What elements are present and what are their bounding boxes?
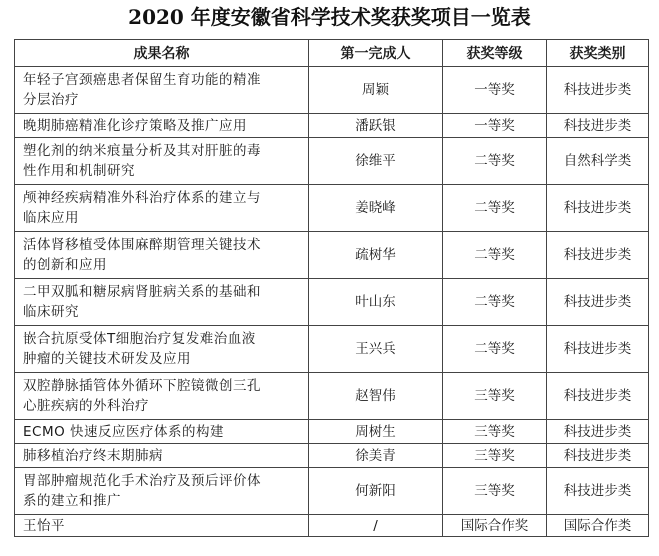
cell-award-level: 三等奖 xyxy=(443,373,547,420)
cell-achievement-name xyxy=(15,138,309,185)
cell-award-category: 科技进步类 xyxy=(547,114,649,138)
name-line: 颅神经疾病精准外科治疗体系的建立与 xyxy=(23,190,261,206)
cell-first-person: / xyxy=(309,515,443,537)
table-row xyxy=(15,444,649,468)
table-header-row xyxy=(15,40,649,67)
cell-achievement-name xyxy=(15,444,309,468)
cell-achievement-name xyxy=(15,420,309,444)
cell-achievement-name xyxy=(15,279,309,326)
cell-award-category: 科技进步类 xyxy=(547,326,649,373)
cell-award-category: 科技进步类 xyxy=(547,185,649,232)
name-line: ECMO 快速反应医疗体系的构建 xyxy=(23,423,225,440)
cell-award-category: 科技进步类 xyxy=(547,67,649,114)
name-line: 年轻子宫颈癌患者保留生育功能的精准 xyxy=(23,72,261,88)
cell-award-category: 科技进步类 xyxy=(547,279,649,326)
cell-first-person: 徐维平 xyxy=(309,138,443,185)
cell-award-category: 科技进步类 xyxy=(547,373,649,420)
cell-achievement-name xyxy=(15,185,309,232)
cell-award-level: 二等奖 xyxy=(443,138,547,185)
cell-first-person: 周树生 xyxy=(309,420,443,444)
name-line: 性作用和机制研究 xyxy=(23,163,135,179)
table-row xyxy=(15,420,649,444)
cell-award-level: 三等奖 xyxy=(443,420,547,444)
name-line: 肺移植治疗终末期肺病 xyxy=(23,447,163,464)
document-title: 2020 年度安徽省科学技术奖获奖项目一览表 xyxy=(128,5,531,29)
cell-award-level: 国际合作奖 xyxy=(443,515,547,537)
cell-award-level: 三等奖 xyxy=(443,444,547,468)
table-body xyxy=(15,67,649,537)
header-award-level: 获奖等级 xyxy=(443,40,547,67)
cell-first-person: 赵智伟 xyxy=(309,373,443,420)
cell-award-level: 二等奖 xyxy=(443,279,547,326)
cell-first-person: 叶山东 xyxy=(309,279,443,326)
cell-first-person: 王兴兵 xyxy=(309,326,443,373)
header-award-category: 获奖类别 xyxy=(547,40,649,67)
table-row xyxy=(15,279,649,326)
name-line: 活体肾移植受体围麻醉期管理关键技术 xyxy=(23,237,261,253)
name-line: 王怡平 xyxy=(23,517,65,534)
cell-first-person: 何新阳 xyxy=(309,468,443,515)
name-line: 分层治疗 xyxy=(23,92,79,108)
cell-achievement-name xyxy=(15,67,309,114)
cell-award-category: 科技进步类 xyxy=(547,444,649,468)
table-row xyxy=(15,373,649,420)
name-line: 系的建立和推广 xyxy=(23,493,121,509)
name-line: 双腔静脉插管体外循环下腔镜微创三孔 xyxy=(23,378,261,394)
cell-award-category: 国际合作类 xyxy=(547,515,649,537)
table-row xyxy=(15,515,649,537)
cell-achievement-name xyxy=(15,515,309,537)
name-line: 肿瘤的关键技术研发及应用 xyxy=(23,351,191,367)
header-achievement-name: 成果名称 xyxy=(15,40,309,67)
cell-award-category: 科技进步类 xyxy=(547,420,649,444)
table-row xyxy=(15,67,649,114)
cell-achievement-name xyxy=(15,114,309,138)
cell-award-category: 科技进步类 xyxy=(547,232,649,279)
cell-award-level: 二等奖 xyxy=(443,232,547,279)
cell-achievement-name xyxy=(15,468,309,515)
cell-award-category: 自然科学类 xyxy=(547,138,649,185)
cell-achievement-name xyxy=(15,232,309,279)
awards-table xyxy=(14,39,649,537)
cell-first-person: 周颖 xyxy=(309,67,443,114)
cell-award-level: 二等奖 xyxy=(443,185,547,232)
name-line: 晚期肺癌精准化诊疗策略及推广应用 xyxy=(23,117,247,134)
header-first-person: 第一完成人 xyxy=(309,40,443,67)
table-row xyxy=(15,114,649,138)
table-row xyxy=(15,232,649,279)
name-line: 临床研究 xyxy=(23,304,79,320)
cell-achievement-name xyxy=(15,373,309,420)
name-line: 塑化剂的纳米痕量分析及其对肝脏的毒 xyxy=(23,143,261,159)
table-row xyxy=(15,185,649,232)
cell-award-level: 三等奖 xyxy=(443,468,547,515)
name-line: 临床应用 xyxy=(23,210,79,226)
cell-award-level: 二等奖 xyxy=(443,326,547,373)
cell-first-person: 姜晓峰 xyxy=(309,185,443,232)
name-line: 嵌合抗原受体T细胞治疗复发难治血液 xyxy=(23,331,256,347)
cell-achievement-name xyxy=(15,326,309,373)
table-row xyxy=(15,138,649,185)
cell-first-person: 疏树华 xyxy=(309,232,443,279)
cell-first-person: 徐美青 xyxy=(309,444,443,468)
name-line: 的创新和应用 xyxy=(23,257,107,273)
table-row xyxy=(15,326,649,373)
cell-first-person: 潘跃银 xyxy=(309,114,443,138)
table-row xyxy=(15,468,649,515)
cell-award-category: 科技进步类 xyxy=(547,468,649,515)
name-line: 心脏疾病的外科治疗 xyxy=(23,398,149,414)
name-line: 胃部肿瘤规范化手术治疗及预后评价体 xyxy=(23,473,261,489)
name-line: 二甲双胍和糖尿病肾脏病关系的基础和 xyxy=(23,284,261,300)
cell-award-level: 一等奖 xyxy=(443,67,547,114)
cell-award-level: 一等奖 xyxy=(443,114,547,138)
